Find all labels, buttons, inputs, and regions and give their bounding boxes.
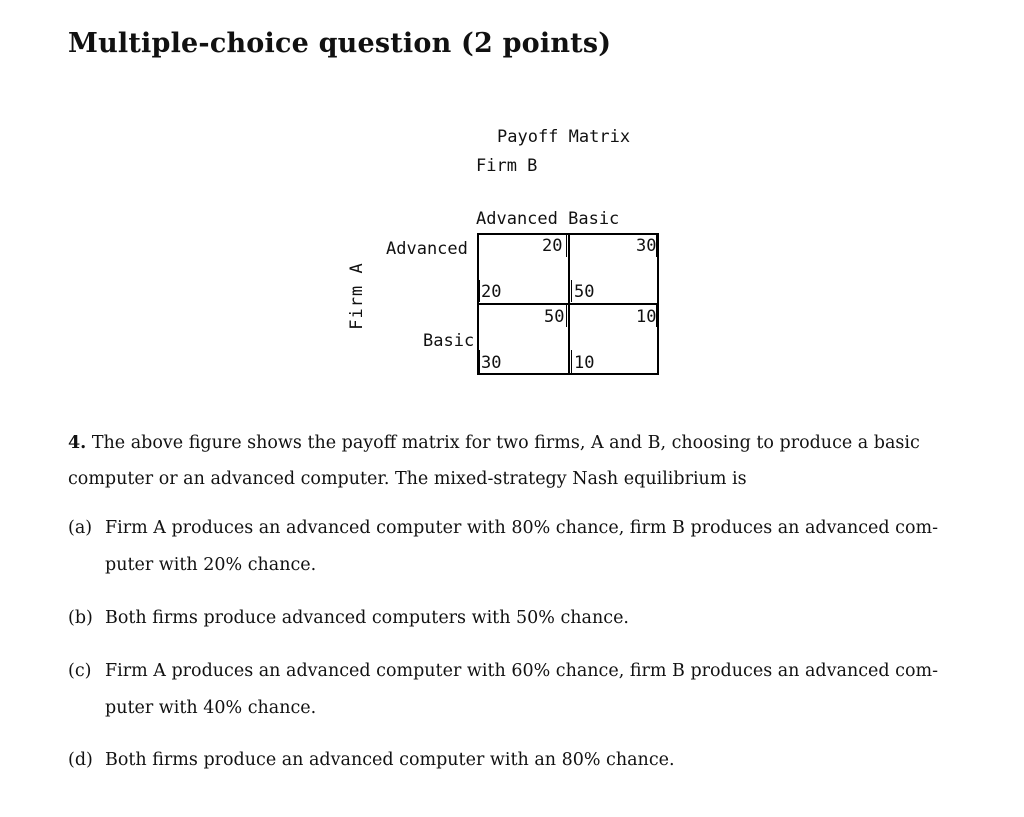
cell-bb-firm-a-payoff: 10	[574, 353, 595, 373]
cell-aa-firm-b-payoff: 20	[542, 236, 563, 256]
cell-aa-firm-a-payoff: 20	[481, 282, 502, 302]
question-number: 4.	[68, 433, 87, 453]
cell-bb-divider-2	[571, 350, 572, 373]
matrix-divider-horizontal	[477, 303, 659, 305]
option-a-line2: puter with 20% chance.	[105, 555, 317, 575]
option-a[interactable]	[68, 510, 948, 584]
cell-ab-divider	[656, 235, 657, 257]
option-c-line2: puter with 40% chance.	[105, 698, 317, 718]
option-b-mark: (b)	[68, 608, 93, 628]
option-a-line1: Firm A produces an advanced computer with 80% chance, firm B produces an advanced com-	[105, 518, 938, 538]
question-text	[68, 425, 948, 497]
option-b[interactable]	[68, 600, 948, 637]
row-label-basic: Basic	[423, 331, 475, 351]
row-player-label: Firm A	[347, 262, 367, 330]
option-c-mark: (c)	[68, 661, 92, 681]
option-a-mark: (a)	[68, 518, 93, 538]
option-c[interactable]	[68, 653, 948, 727]
cell-ab-firm-b-payoff: 30	[636, 236, 657, 256]
cell-ba-divider-2	[479, 350, 480, 373]
cell-aa-divider	[566, 235, 567, 257]
cell-aa-divider-2	[479, 280, 480, 302]
question-body: The above figure shows the payoff matrix for two firms, A and B, choosing to produce a basic computer or an advanced computer. The mixed-strategy Nash equilibrium is	[68, 433, 920, 489]
payoff-matrix-figure	[0, 0, 1024, 400]
row-label-advanced: Advanced	[386, 239, 468, 259]
column-player-label: Firm B	[476, 156, 538, 176]
cell-ba-divider	[566, 305, 567, 327]
cell-bb-divider	[656, 305, 657, 327]
option-b-line1: Both firms produce advanced computers with 50% chance.	[105, 608, 629, 628]
cell-ab-firm-a-payoff: 50	[574, 282, 595, 302]
option-d-mark: (d)	[68, 750, 93, 770]
option-c-line1: Firm A produces an advanced computer with 60% chance, firm B produces an advanced com-	[105, 661, 938, 681]
option-d-line1: Both firms produce an advanced computer with an 80% chance.	[105, 750, 675, 770]
cell-ab-divider-2	[571, 280, 572, 302]
option-d[interactable]	[68, 742, 948, 779]
cell-ba-firm-b-payoff: 50	[544, 307, 565, 327]
column-strategies-label: Advanced Basic	[476, 209, 620, 229]
cell-ba-firm-a-payoff: 30	[481, 353, 502, 373]
cell-bb-firm-b-payoff: 10	[636, 307, 657, 327]
figure-title: Payoff Matrix	[497, 127, 631, 147]
page-title: Multiple-choice question (2 points)	[68, 28, 612, 59]
